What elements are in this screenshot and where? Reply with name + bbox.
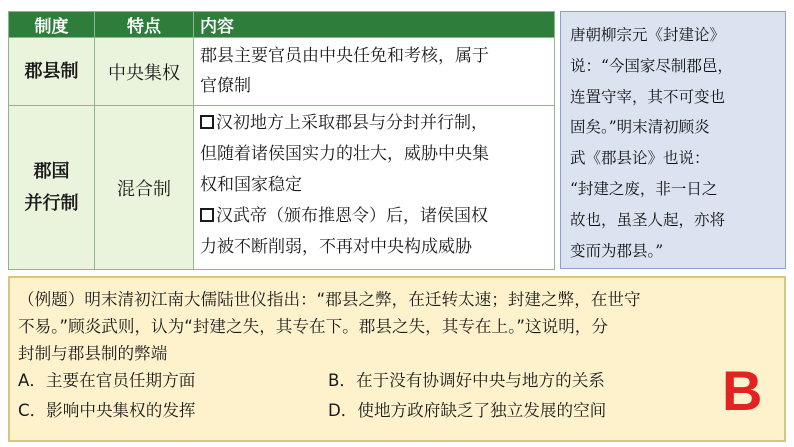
content-line: 力被不断削弱，不再对中央构成威胁 [200, 237, 472, 257]
comparison-table [8, 11, 555, 270]
question-line: 封制与郡县制的弊端 [18, 344, 168, 363]
quote-line: 变而为郡县。” [570, 241, 664, 260]
exercise-panel [8, 276, 786, 442]
content-line: 官僚制 [200, 76, 251, 96]
system-cell [9, 106, 95, 270]
feature-cell: 中央集权 [95, 38, 194, 106]
system-line: 并行制 [24, 192, 79, 214]
header-content: 内容 [194, 12, 555, 38]
quote-line: 故也，虽圣人起，亦将 [570, 210, 726, 229]
content-line: 权和国家稳定 [200, 175, 302, 195]
quote-line: “封建之废，非一日之 [570, 179, 718, 198]
quote-line: 说：“今国家尽制郡邑， [570, 56, 733, 75]
list-item: 汉武帝（颁布推恩令）后，诸侯国权 [200, 201, 548, 232]
table-row [9, 106, 555, 270]
option-c: C．影响中央集权的发挥 [18, 401, 196, 420]
quote-line: 连置守宰，其不可变也 [570, 87, 726, 106]
feature-cell: 混合制 [95, 106, 194, 270]
option-b: B．在于没有协调好中央与地方的关系 [328, 371, 605, 390]
content-cell [194, 38, 555, 106]
table-header-row [9, 12, 555, 38]
checkbox-bullet-icon [200, 115, 214, 129]
question-line: 不易。”顾炎武则，认为“封建之失，其专在下。郡县之失，其专在上。”这说明，分 [18, 317, 608, 336]
content-cell [194, 106, 555, 270]
quote-panel [560, 11, 786, 269]
quote-line: 固矣。”明末清初顾炎 [570, 118, 710, 137]
quote-line: 唐朝柳宗元《封建论》 [570, 26, 726, 44]
header-system: 制度 [9, 12, 95, 38]
table-row [9, 38, 555, 106]
system-line: 郡国 [33, 160, 70, 182]
question-line: （例题）明末清初江南大儒陆世仪指出：“郡县之弊，在迁转太速；封建之弊，在世守 [18, 290, 641, 309]
content-line: 郡县主要官员由中央任免和考核，属于 [200, 46, 489, 66]
answer-label: B [722, 359, 763, 422]
checkbox-bullet-icon [200, 208, 214, 222]
option-a: A．主要在官员任期方面 [18, 371, 196, 390]
option-d: D．使地方政府缺乏了独立发展的空间 [328, 401, 607, 420]
quote-line: 武《郡县论》也说： [570, 149, 710, 168]
content-line: 但随着诸侯国实力的壮大，威胁中央集 [200, 144, 489, 164]
header-feature: 特点 [95, 12, 194, 38]
list-item: 汉初地方上采取郡县与分封并行制， [200, 108, 548, 139]
system-cell: 郡县制 [9, 38, 95, 106]
